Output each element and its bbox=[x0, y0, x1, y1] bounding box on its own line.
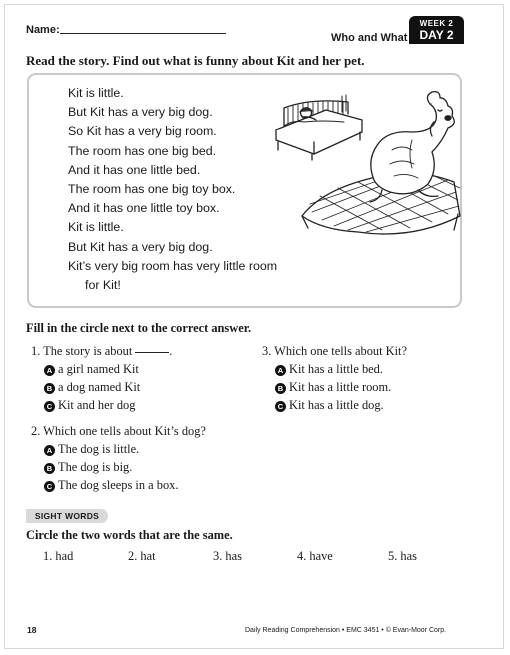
sight-word-3[interactable]: 3. has bbox=[213, 549, 242, 563]
question-stem: 3. Which one tells about Kit? bbox=[262, 344, 407, 358]
page-number: 18 bbox=[27, 625, 37, 635]
story-line: And it has one little toy box. bbox=[68, 201, 220, 216]
story-line: So Kit has a very big room. bbox=[68, 124, 217, 139]
answer-option[interactable]: A a girl named Kit bbox=[31, 360, 172, 378]
sight-word-4[interactable]: 4. have bbox=[297, 549, 333, 563]
story-instruction: Read the story. Find out what is funny about Kit and her pet. bbox=[26, 53, 365, 68]
answer-bubble-a[interactable]: A bbox=[275, 365, 286, 376]
answer-option[interactable]: A The dog is little. bbox=[31, 440, 206, 458]
story-line: Kit’s very big room has very little room bbox=[68, 258, 278, 273]
section-title: Who and What bbox=[331, 32, 408, 44]
answer-bubble-a[interactable]: A bbox=[44, 445, 55, 456]
story-line: for Kit! bbox=[85, 278, 121, 293]
answer-bubble-c[interactable]: C bbox=[275, 401, 286, 412]
sight-word-2[interactable]: 2. hat bbox=[128, 549, 156, 563]
question-2 bbox=[31, 422, 206, 494]
question-1 bbox=[31, 342, 172, 414]
story-text bbox=[68, 84, 277, 295]
answer-bubble-c[interactable]: C bbox=[44, 481, 55, 492]
story-line: But Kit has a very big dog. bbox=[68, 105, 213, 120]
story-line: But Kit has a very big dog. bbox=[68, 239, 213, 254]
story-line: Kit is little. bbox=[68, 220, 124, 235]
day-label: DAY 2 bbox=[419, 28, 454, 42]
answer-option[interactable]: C Kit and her dog bbox=[31, 396, 172, 414]
answer-option[interactable]: B Kit has a little room. bbox=[262, 378, 407, 396]
answer-blank bbox=[135, 352, 169, 353]
answer-option[interactable]: B The dog is big. bbox=[31, 458, 206, 476]
answer-bubble-b[interactable]: B bbox=[44, 383, 55, 394]
question-stem: 1. The story is about . bbox=[31, 344, 173, 358]
questions-instruction: Fill in the circle next to the correct answer. bbox=[26, 321, 252, 335]
story-line: And it has one little bed. bbox=[68, 162, 201, 177]
sight-words-badge: SIGHT WORDS bbox=[26, 509, 108, 523]
story-line: The room has one big bed. bbox=[68, 143, 217, 158]
sight-words-instruction: Circle the two words that are the same. bbox=[26, 528, 233, 542]
answer-option[interactable]: C The dog sleeps in a box. bbox=[31, 476, 206, 494]
answer-option[interactable]: C Kit has a little dog. bbox=[262, 396, 407, 414]
question-3 bbox=[262, 342, 407, 414]
question-stem: 2. Which one tells about Kit’s dog? bbox=[31, 424, 206, 438]
answer-option[interactable]: B a dog named Kit bbox=[31, 378, 172, 396]
week-day-tab bbox=[409, 16, 464, 44]
answer-bubble-b[interactable]: B bbox=[275, 383, 286, 394]
story-line: The room has one big toy box. bbox=[68, 182, 236, 197]
story-line: Kit is little. bbox=[68, 86, 124, 100]
answer-bubble-b[interactable]: B bbox=[44, 463, 55, 474]
footer-credit: Daily Reading Comprehension • EMC 3451 • © Evan-Moor Corp. bbox=[245, 627, 447, 634]
sight-word-5[interactable]: 5. has bbox=[388, 549, 417, 563]
sight-word-1[interactable]: 1. had bbox=[43, 549, 74, 563]
kit-and-dog-illustration bbox=[262, 80, 462, 240]
name-label: Name: bbox=[26, 24, 60, 36]
name-write-line[interactable] bbox=[60, 33, 226, 34]
answer-option[interactable]: A Kit has a little bed. bbox=[262, 360, 407, 378]
week-label: WEEK 2 bbox=[419, 19, 454, 28]
answer-bubble-a[interactable]: A bbox=[44, 365, 55, 376]
answer-bubble-c[interactable]: C bbox=[44, 401, 55, 412]
